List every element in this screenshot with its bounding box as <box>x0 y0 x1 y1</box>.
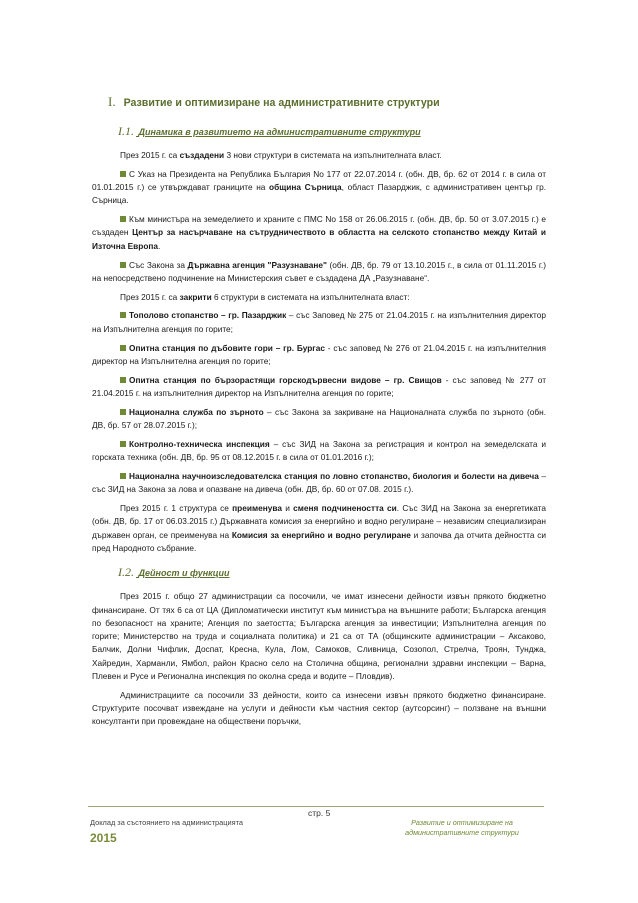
section-heading-2 <box>118 565 546 580</box>
paragraph-activities: Администрациите са посочили 33 дейности, които са изнесени извън прякото бюджетно финансиране. Структурите посочват извеждане на услуги и дейности към частния сектор (аутсорсинг) – ползване на външни консултанти при провеждане на обществени поръчки, <box>92 689 546 727</box>
footer-divider <box>88 806 544 807</box>
square-bullet-icon <box>120 171 126 177</box>
paragraph-outsourcing: През 2015 г. общо 27 администрации са посочили, че имат изнесени дейности извън прякото бюджетно финансиране. От тях 6 са от ЦА (Дипломатически институт към министъра на външните работи; Българска агенция по безопасност на храните; Агенция по заетостта; Българска агенция за инвестиции; Изпълнителна агенция по горите; Министерство на труда и социалната политика) и 21 са от ТА (общинските администрации – Аксаково, Балчик, Долни Чифлик, Доспат, Кресна, Кула, Лом, Самоков, Сливница, Созопол, Стрелча, Троян, Тунджа, Хайредин, Харманли, Ямбол, район Красно село на Столична община, регионални здравни инспекции – Варна, Плевен и Русе и Регионална инспекция по околна среда и водите – Пловдив). <box>92 591 546 681</box>
list-item <box>92 342 546 369</box>
section-title: Динамика в развитието на административните структури <box>138 127 421 137</box>
paragraph-closed <box>92 291 546 304</box>
text: – със Закона за закриване на Националната служба по зърното (обн. ДВ, бр. 57 от 28.07.2015 г.); <box>92 406 547 431</box>
bold-text: Тополово стопанство – гр. Пазарджик <box>129 310 287 321</box>
chapter-heading <box>108 94 546 110</box>
bold-text: Държавна агенция "Разузнаване" <box>187 259 327 270</box>
square-bullet-icon <box>120 409 126 415</box>
text: През 2015 г. са <box>120 291 180 302</box>
text: – със ЗИД на Закона за лова и опазване на дивеча (обн. ДВ, бр. 60 от 07.08. 2015 г.). <box>92 470 546 495</box>
list-item <box>92 213 546 253</box>
text: 6 структури в системата на изпълнителната власт: <box>211 291 410 302</box>
bold-text: Опитна станция по дъбовите гори – гр. Бургас <box>129 342 325 353</box>
text: – със ЗИД на Закона за регистрация и контрол на земеделската и горската техника (обн. ДВ, бр. 95 от 08.12.2015 г. в сила от 01.01.2016 г.); <box>92 438 546 463</box>
text: и <box>281 503 294 514</box>
list-item <box>92 406 546 433</box>
paragraph-renamed <box>92 502 546 555</box>
chapter-title: Развитие и оптимизиране на административните структури <box>123 97 440 109</box>
section-title: Дейност и функции <box>138 568 230 579</box>
bold-text: преименува <box>232 503 282 514</box>
section-number: I.2. <box>118 565 134 580</box>
bold-text: закрити <box>179 291 212 302</box>
chapter-number: I. <box>108 94 116 109</box>
text: С Указ на Президента на Република България No 177 от 22.07.2014 г. (обн. ДВ, бр. 62 от 2014 г. в сила от 01.01.2015 г.) се утвърждават границите на <box>92 168 546 193</box>
list-item <box>92 259 546 286</box>
section-heading-1 <box>118 124 546 139</box>
footer-year: 2015 <box>90 831 117 845</box>
list-item <box>92 168 546 208</box>
text: - със заповед № 277 от 21.04.2015 г. на изпълнителния директор на Изпълнителна агенция по горите; <box>92 374 546 398</box>
bold-text: създадени <box>179 150 225 160</box>
list-item <box>92 438 546 465</box>
square-bullet-icon <box>120 312 126 318</box>
text: През 2015 г. 1 структура се <box>120 503 233 514</box>
footer-report-title: Доклад за състоянието на администрацията <box>90 818 243 827</box>
text: – със Заповед № 275 от 21.04.2015 г. на изпълнителния директор на Изпълнителна агенция по горите; <box>92 310 546 334</box>
section-number: I.1. <box>118 124 134 138</box>
square-bullet-icon <box>120 216 126 222</box>
bold-text: Национална служба по зърното <box>129 406 264 417</box>
text: . <box>158 240 161 251</box>
square-bullet-icon <box>120 377 126 383</box>
text: и започва да отчита дейността си пред Народното събрание. <box>92 529 546 553</box>
list-item <box>92 374 546 401</box>
bold-text: община Сърница <box>269 182 342 193</box>
text: . Със ЗИД на Закона за енергетиката (обн. ДВ, бр. 17 от 06.03.2015 г.) Държавната комисия за енергийно и водно регулиране – независим специализиран държавен орган, се преименува на <box>92 503 547 540</box>
bold-text: Център за насърчаване на сътрудничеството в областта на селското стопанство между Китай и Източна Европа <box>92 227 546 251</box>
square-bullet-icon <box>120 441 126 447</box>
footer-section-title: Развитие и оптимизиране на административните структури <box>405 818 519 837</box>
list-item <box>92 309 546 336</box>
text: - със заповед № 276 от 21.04.2015 г. на изпълнителния директор на Изпълнителна агенция по горите; <box>92 342 546 366</box>
page-number: стр. 5 <box>308 808 331 818</box>
square-bullet-icon <box>120 345 126 351</box>
bold-text: Комисия за енергийно и водно регулиране <box>231 529 411 540</box>
text: Със Закона за <box>129 259 188 270</box>
bold-text: Национална научноизследователска станция по ловно стопанство, биология и болести на дивеча <box>129 470 539 481</box>
bold-text: сменя подчинеността си <box>293 503 397 514</box>
text: , област Пазарджик, с административен център гр. Сърница. <box>92 182 547 206</box>
paragraph-created <box>92 149 546 162</box>
text: През 2015 г. са <box>120 150 180 160</box>
text: Към министъра на земеделието и храните с ПМС No 158 от 26.06.2015 г. (обн. ДВ, бр. 50 от 3.07.2015 г.) е създаден <box>92 214 546 238</box>
bold-text: Опитна станция по бързорастящи горскодървесни видове – гр. Свищов <box>129 374 442 385</box>
list-item <box>92 470 546 497</box>
square-bullet-icon <box>120 262 126 268</box>
text: 3 нови структури в системата на изпълнителната власт. <box>224 150 442 160</box>
bold-text: Контролно-техническа инспекция <box>129 438 270 449</box>
text: (обн. ДВ, бр. 79 от 13.10.2015 г., в сила от 01.11.2015 г.) на непосредствено подчинение на Министерския съвет е създадена ДА „Разузнаване“. <box>92 259 546 283</box>
square-bullet-icon <box>120 473 126 479</box>
page-content <box>92 94 546 734</box>
